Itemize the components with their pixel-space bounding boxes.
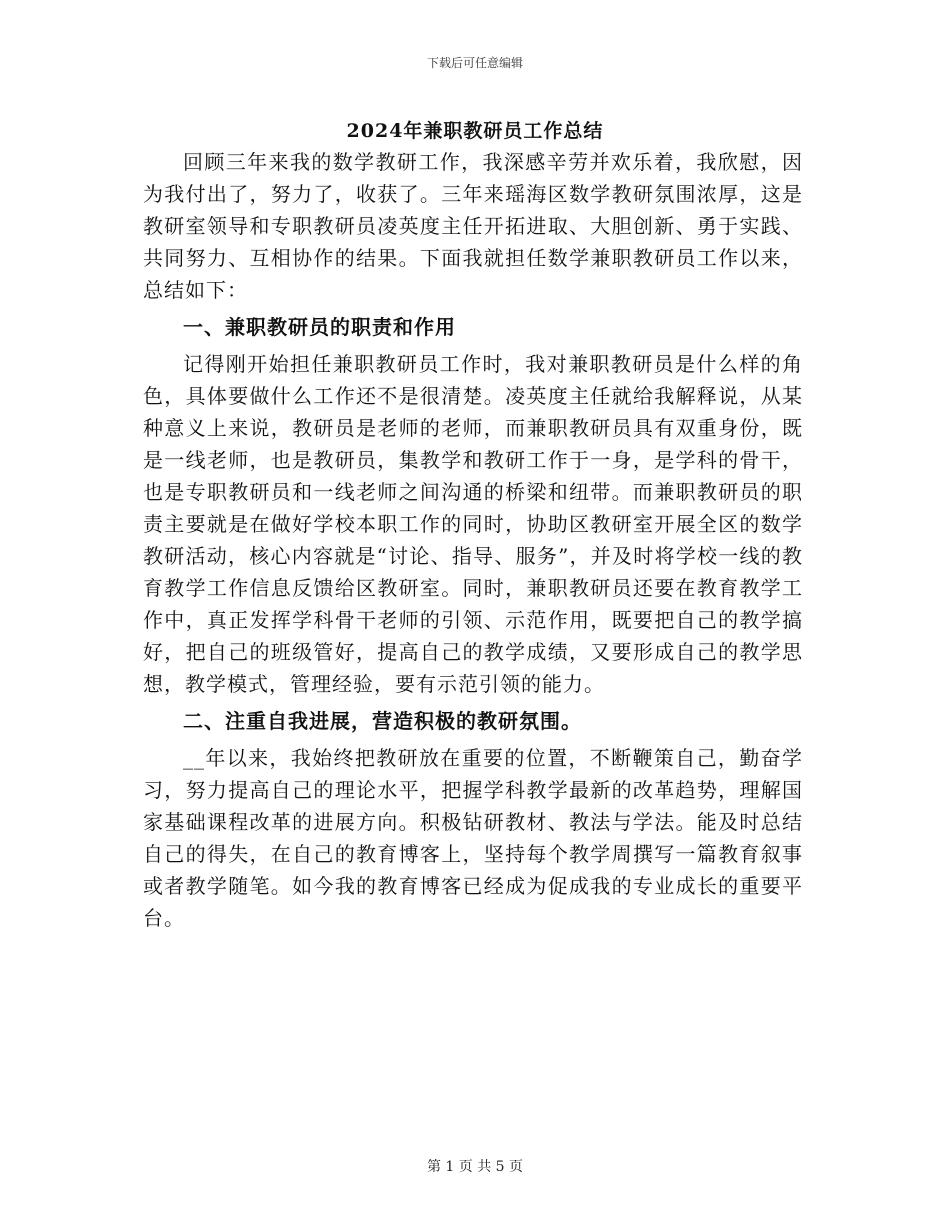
section-2-paragraph: __年以来，我始终把教研放在重要的位置，不断鞭策自己，勤奋学习，努力提高自己的理论水平，把握学科教学最新的改革趋势，理解国家基础课程改革的进展方向。积极钻研教材、教法与学法。能及时总结自己的得失，在自己的教育博客上，坚持每个教学周撰写一篇教育叙事或者教学随笔。如今我的教育博客已经成为促成我的专业成长的重要平台。 [143,746,803,930]
section-heading-1: 一、兼职教研员的职责和作用 [183,315,456,339]
section-1-paragraph: 记得刚开始担任兼职教研员工作时，我对兼职教研员是什么样的角色，具体要做什么工作还不是很清楚。凌英度主任就给我解释说，从某种意义上来说，教研员是老师的老师，而兼职教研员具有双重身份，既是一线老师，也是教研员，集教学和教研工作于一身，是学科的骨干，也是专职教研员和一线老师之间沟通的桥梁和纽带。而兼职教研员的职责主要就是在做好学校本职工作的同时，协助区教研室开展全区的数学教研活动，核心内容就是“讨论、指导、服务”，并及时将学校一线的教育教学工作信息反馈给区教研室。同时，兼职教研员还要在教育教学工作中，真正发挥学科骨干老师的引领、示范作用，既要把自己的教学搞好，把自己的班级管好，提高自己的教学成绩，又要形成自己的教学思想，教学模式，管理经验，要有示范引领的能力。 [143,352,803,696]
header-note: 下载后可任意编辑 [426,56,523,70]
document-body [143,146,803,934]
intro-paragraph: 回顾三年来我的数学教研工作，我深感辛劳并欢乐着，我欣慰，因为我付出了，努力了，收获了。三年来瑶海区数学教研氛围浓厚，这是教研室领导和专职教研员凌英度主任开拓进取、大胆创新、勇于实践、共同努力、互相协作的结果。下面我就担任数学兼职教研员工作以来，总结如下： [143,150,803,302]
section-heading-2: 二、注重自我进展，营造积极的教研氛围。 [183,709,582,733]
document-title: 2024年兼职教研员工作总结 [346,120,604,142]
page-number-footer: 第 1 页 共 5 页 [426,1159,524,1175]
